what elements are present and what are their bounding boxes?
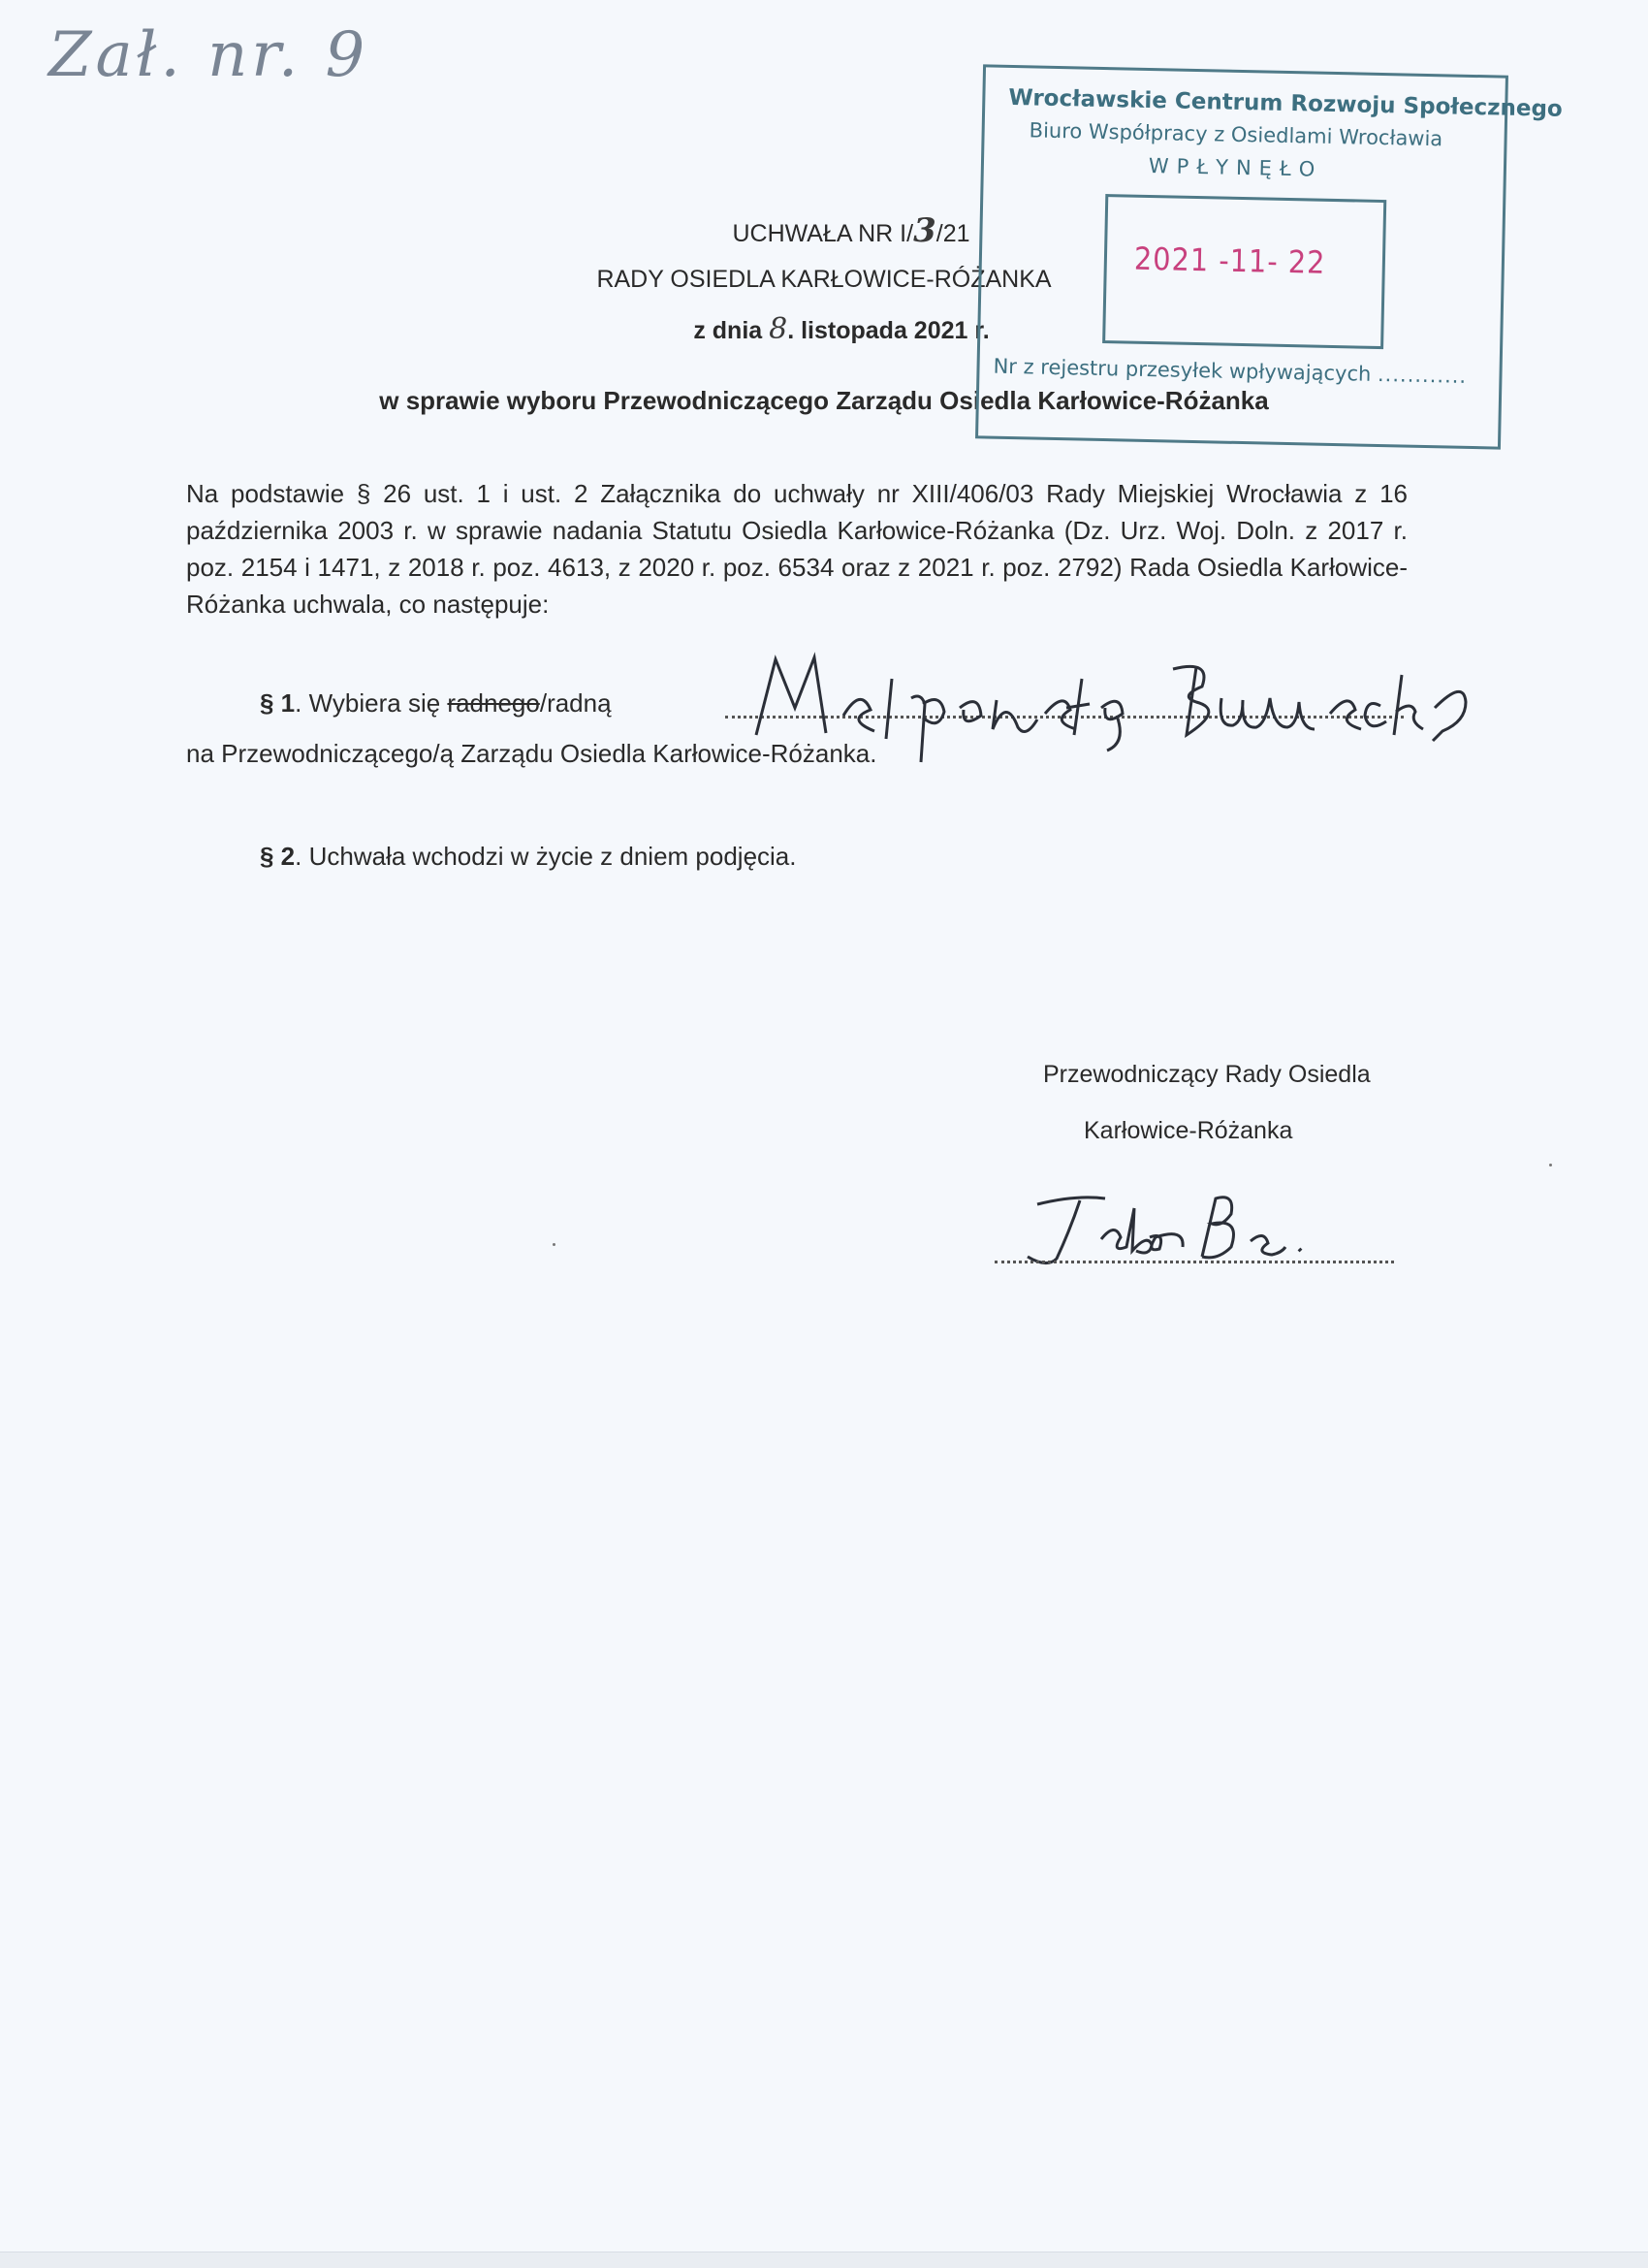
signature-line <box>995 1261 1394 1263</box>
signer-title: Przewodniczący Rady Osiedla <box>1043 1061 1371 1088</box>
handwritten-resolution-number: 3 <box>913 211 936 250</box>
stamp-date-box <box>1102 194 1386 349</box>
stamp-registry-line: Nr z rejestru przesyłek wpływających ............ <box>993 354 1468 388</box>
section-1: § 1. Wybiera się radnego/radną <box>260 688 612 718</box>
council-name: RADY OSIEDLA KARŁOWICE-RÓŻANKA <box>596 266 1052 293</box>
section-2-label: § 2 <box>260 842 296 871</box>
resolution-subject: w sprawie wyboru Przewodniczącego Zarządu Osiedla Karłowice-Różanka <box>379 386 1269 415</box>
legal-basis-paragraph: Na podstawie § 26 ust. 1 i ust. 2 Załącznika do uchwały nr XIII/406/03 Rady Miejskiej Wrocławia z 16 października 2003 r. w sprawie nadania Statutu Osiedla Karłowice-Różanka (Dz. Urz. Woj. Doln. z 2017 r. poz. 2154 i 1471, z 2018 r. poz. 4613, z 2020 r. poz. 6534 oraz z 2021 r. poz. 2792) Rada Osiedla Karłowice-Różanka uchwala, co następuje: <box>186 479 1408 619</box>
handwritten-date-day: 8 <box>769 312 788 346</box>
signer-place: Karłowice-Różanka <box>1084 1117 1293 1144</box>
scan-speck <box>553 1243 555 1246</box>
section-1-label: § 1 <box>260 688 296 718</box>
stamp-received-label: WPŁYNĘŁO <box>1148 153 1323 181</box>
section-2: § 2. Uchwała wchodzi w życie z dniem podjęcia. <box>260 842 797 871</box>
scan-bottom-edge <box>0 2252 1648 2268</box>
stamp-department: Biuro Współpracy z Osiedlami Wrocławia <box>1029 118 1443 151</box>
section-1-continuation: na Przewodniczącego/ą Zarządu Osiedla Karłowice-Różanka. <box>186 739 877 768</box>
resolution-number: UCHWAŁA NR I/3/21 <box>732 211 970 250</box>
resolution-date: z dnia 8. listopada 2021 r. <box>693 312 990 346</box>
stamp-organization: Wrocławskie Centrum Rozwoju Społecznego <box>1008 84 1564 122</box>
struck-word: radnego <box>447 688 540 718</box>
received-stamp <box>975 64 1564 449</box>
stamp-date: 2021 -11- 22 <box>1133 240 1326 281</box>
handwritten-annotation: Zał. nr. 9 <box>48 19 369 91</box>
scan-speck <box>1549 1164 1552 1166</box>
